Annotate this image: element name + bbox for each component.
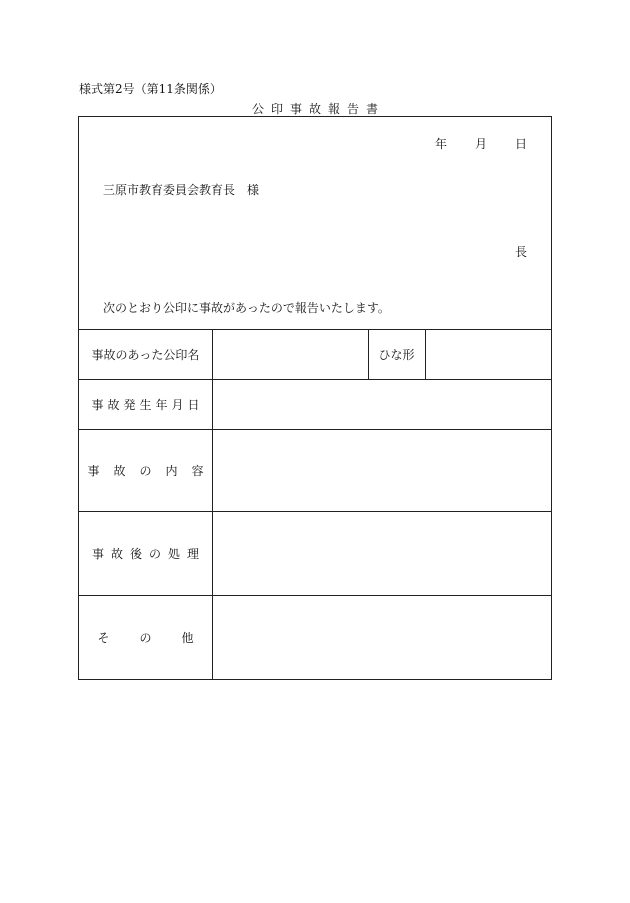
recipient-line: 三原市教育委員会教育長 様 [103, 183, 260, 197]
report-form [78, 116, 552, 680]
stamp-sample-field[interactable] [426, 330, 551, 379]
post-incident-action-field[interactable] [213, 512, 551, 595]
incident-date-label: 事故発生年月日 [91, 397, 204, 412]
incident-date-field[interactable] [213, 380, 551, 429]
form-number-label: 様式第2号（第11条関係） [79, 82, 222, 96]
other-notes-field[interactable] [213, 596, 551, 679]
date-month-field[interactable]: 月 [474, 137, 487, 151]
document-title: 公印事故報告書 [251, 102, 385, 116]
post-incident-action-label: 事故後の処理 [91, 546, 206, 561]
sender-title-field[interactable]: 長 [514, 245, 527, 259]
seal-name-label: 事故のあった公印名 [91, 347, 200, 362]
seal-name-field[interactable] [213, 330, 367, 379]
other-notes-label: その他 [97, 630, 224, 645]
date-day-field[interactable]: 日 [514, 137, 527, 151]
intro-statement: 次のとおり公印に事故があったので報告いたします。 [103, 301, 390, 315]
stamp-sample-label: ひな形 [378, 347, 415, 362]
date-line [435, 135, 527, 152]
incident-details-label: 事故の内容 [87, 463, 218, 478]
incident-details-field[interactable] [213, 430, 551, 511]
date-year-field[interactable]: 年 [434, 137, 447, 151]
